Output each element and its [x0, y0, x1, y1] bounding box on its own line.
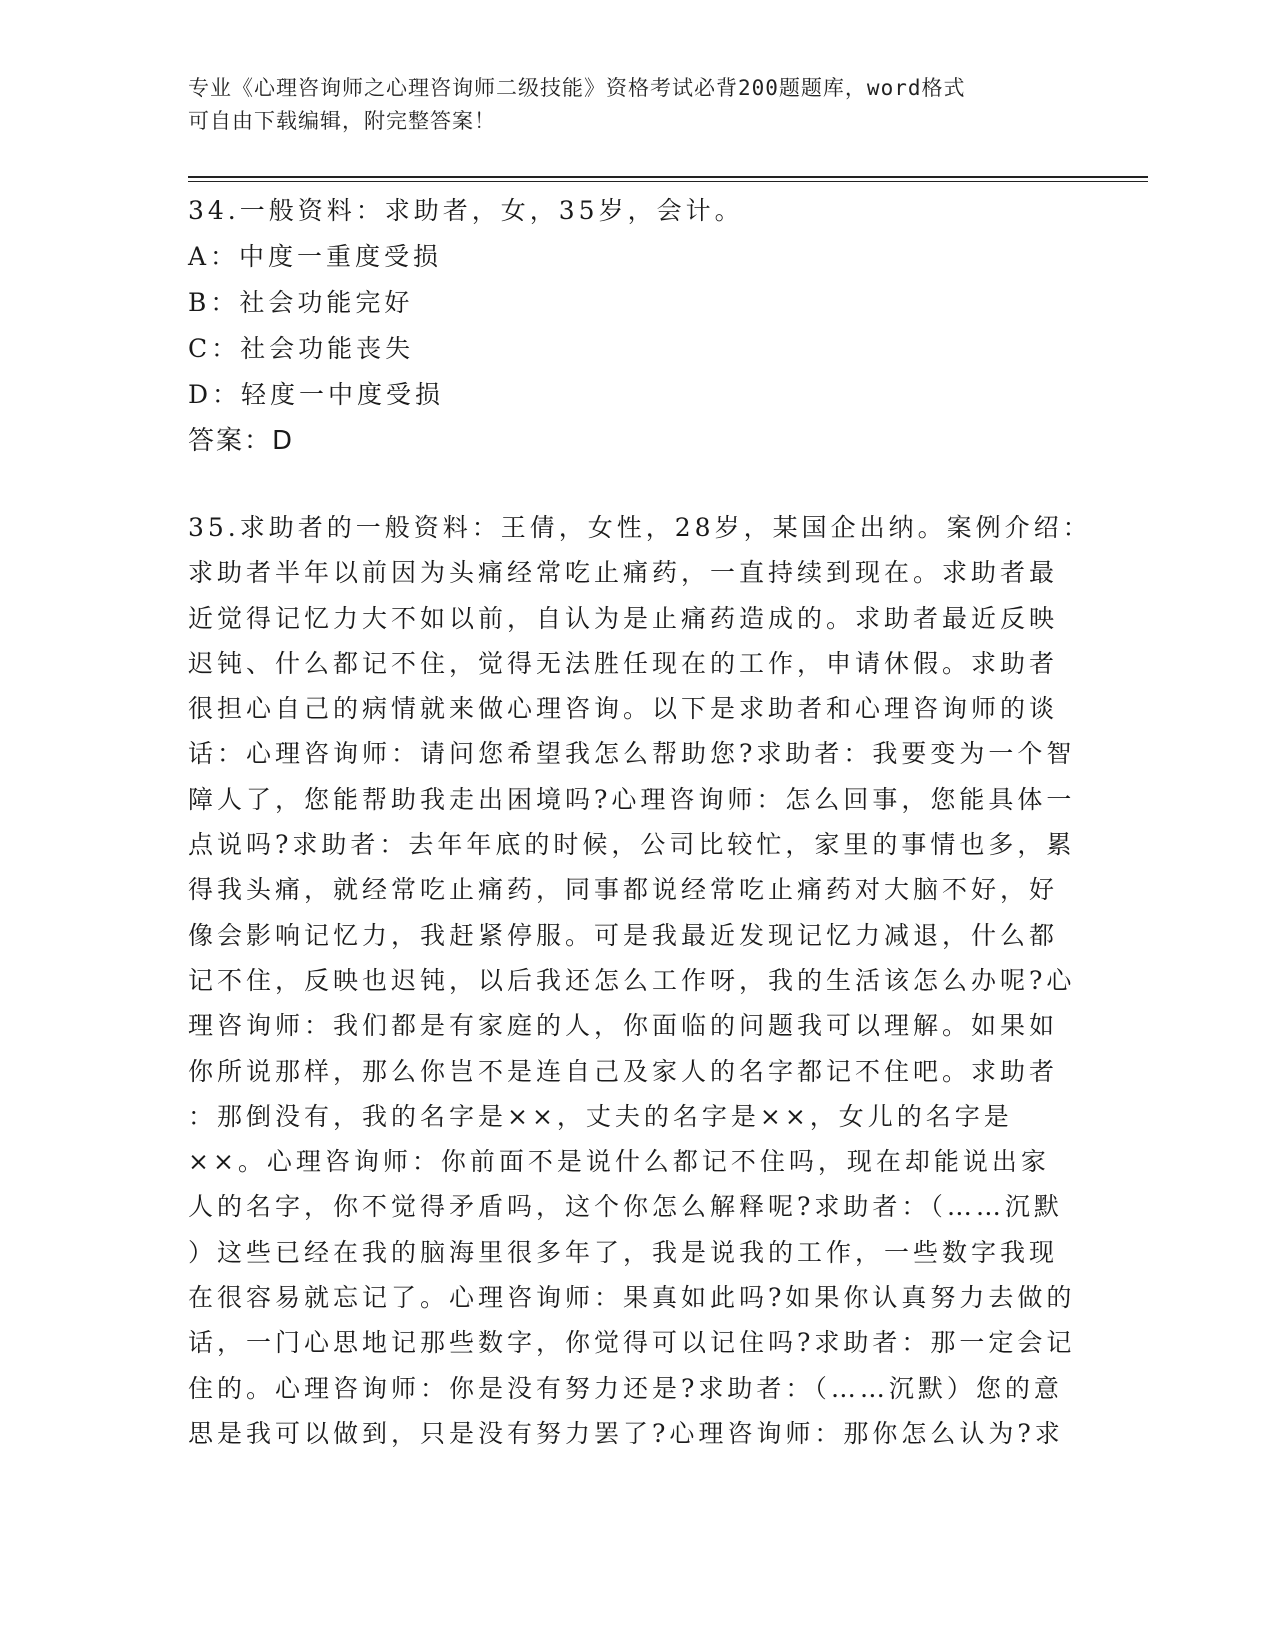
question-34-stem: 34.一般资料：求助者，女，35岁，会计。 — [188, 196, 744, 225]
question-35-line: 点说吗?求助者：去年年底的时候，公司比较忙，家里的事情也多，累 — [188, 830, 1076, 860]
question-35-line: ××。心理咨询师：你前面不是说什么都记不住吗，现在却能说出家 — [188, 1147, 1050, 1177]
document-header — [188, 72, 1078, 138]
question-35-line: 35.求助者的一般资料：王倩，女性，28岁，某国企出纳。案例介绍： — [188, 513, 1092, 542]
question-35-line: 像会影响记忆力，我赶紧停服。可是我最近发现记忆力减退，什么都 — [188, 920, 1059, 950]
option-a: A：中度一重度受损 — [188, 242, 443, 271]
option-b: B：社会功能完好 — [188, 288, 414, 317]
question-35-line: 住的。心理咨询师：你是没有努力还是?求助者：（……沉默）您的意 — [188, 1373, 1063, 1403]
question-35-line: 人的名字，你不觉得矛盾吗，这个你怎么解释呢?求助者：（……沉默 — [188, 1192, 1063, 1222]
question-35-line: 在很容易就忘记了。心理咨询师：果真如此吗?如果你认真努力去做的 — [188, 1283, 1076, 1313]
header-line-2: 可自由下载编辑，附完整答案！ — [188, 109, 496, 133]
question-34 — [188, 188, 1088, 464]
question-35-line: 近觉得记忆力大不如以前，自认为是止痛药造成的。求助者最近反映 — [188, 603, 1059, 633]
question-35-line: 话：心理咨询师：请问您希望我怎么帮助您?求助者：我要变为一个智 — [188, 739, 1076, 769]
header-line-1: 专业《心理咨询师之心理咨询师二级技能》资格考试必背200题题库，word格式 — [188, 76, 966, 100]
question-35-line: ）这些已经在我的脑海里很多年了，我是说我的工作，一些数字我现 — [188, 1237, 1059, 1267]
option-c: C：社会功能丧失 — [188, 334, 415, 363]
question-35-line: 你所说那样，那么你岂不是连自己及家人的名字都记不住吧。求助者 — [188, 1056, 1059, 1086]
question-35-line: 理咨询师：我们都是有家庭的人，你面临的问题我可以理解。如果如 — [188, 1011, 1059, 1041]
option-d: D：轻度一中度受损 — [188, 380, 445, 409]
question-35-line: 得我头痛，就经常吃止痛药，同事都说经常吃止痛药对大脑不好，好 — [188, 875, 1059, 905]
question-35-line: ：那倒没有，我的名字是××，丈夫的名字是××，女儿的名字是 — [188, 1101, 1013, 1131]
question-35-line: 记不住，反映也迟钝，以后我还怎么工作呀，我的生活该怎么办呢?心 — [188, 965, 1076, 995]
header-divider-thin — [188, 181, 1148, 182]
question-35-line: 求助者半年以前因为头痛经常吃止痛药，一直持续到现在。求助者最 — [188, 558, 1059, 588]
question-35-line: 话，一门心思地记那些数字，你觉得可以记住吗?求助者：那一定会记 — [188, 1328, 1076, 1358]
question-35-line: 思是我可以做到，只是没有努力罢了?心理咨询师：那你怎么认为?求 — [188, 1418, 1064, 1448]
question-35-line: 迟钝、什么都记不住，觉得无法胜任现在的工作，申请休假。求助者 — [188, 648, 1059, 678]
header-divider — [188, 176, 1148, 178]
question-35-line: 很担心自己的病情就来做心理咨询。以下是求助者和心理咨询师的谈 — [188, 694, 1059, 724]
question-35 — [188, 505, 1092, 1456]
question-35-line: 障人了，您能帮助我走出困境吗?心理咨询师：怎么回事，您能具体一 — [188, 784, 1076, 814]
answer-34: 答案：D — [188, 426, 295, 456]
